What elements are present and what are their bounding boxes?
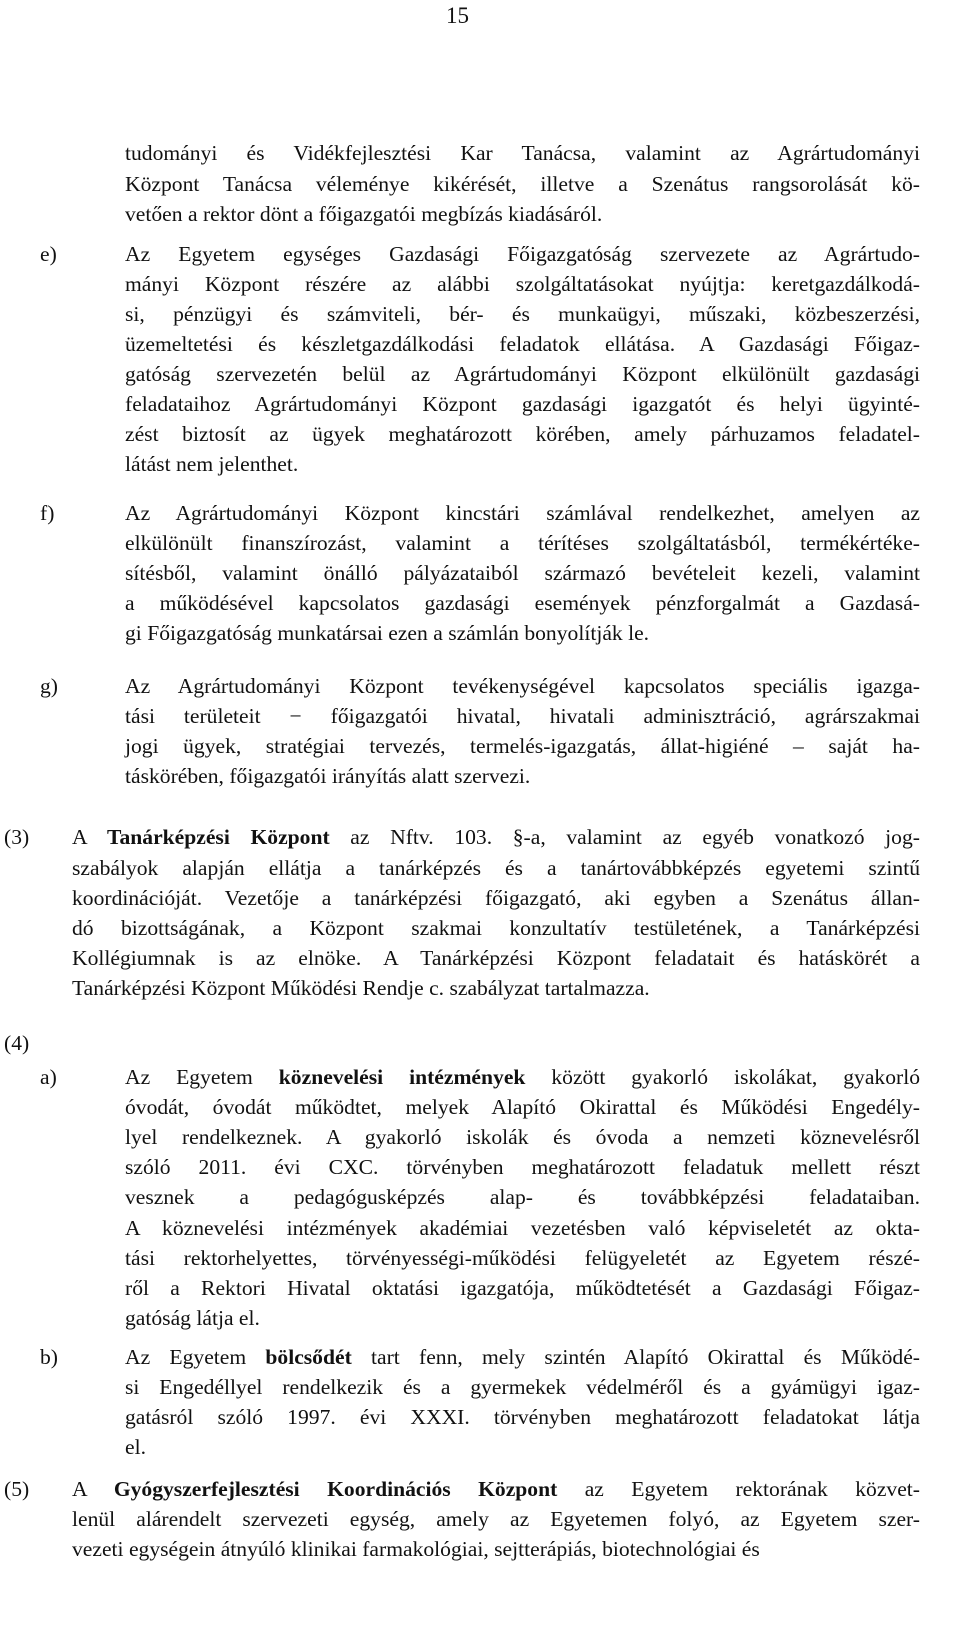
text-run: elkülönült finanszírozást, valamint a térítéses szolgáltatásból, termékértéke- xyxy=(125,531,920,555)
text-run: óvodát, óvodát működtet, melyek Alapító Okirattal és Működési Engedély- xyxy=(125,1095,920,1119)
text-run: gatóság látja el. xyxy=(125,1306,260,1330)
item-label: (3) xyxy=(4,825,30,849)
text-run: dó bizottságának, a Központ szakmai konzultatív testületének, a Tanárképzési xyxy=(72,916,920,940)
bold-term: Gyógyszerfejlesztési Koordinációs Központ xyxy=(113,1477,558,1501)
text-run: koordinációját. Vezetője a tanárképzési főigazgató, aki egyben a Szenátus állan- xyxy=(72,886,920,910)
item-label: (5) xyxy=(4,1477,30,1501)
text-line xyxy=(125,424,920,446)
text-line xyxy=(72,948,920,970)
bold-term: köznevelési intézmények xyxy=(278,1065,526,1089)
text-line xyxy=(125,1347,920,1369)
text-line xyxy=(125,1377,920,1399)
text-run: A xyxy=(72,825,108,849)
text-run: lenül alárendelt szervezeti egység, amely az Egyetemen folyó, az Egyetem szer- xyxy=(72,1507,920,1531)
text-line xyxy=(125,304,920,326)
item-label: g) xyxy=(40,674,58,698)
text-run: si, pénzügyi és számviteli, bér- és munkaügyi, műszaki, közbeszerzési, xyxy=(125,302,920,326)
text-run: Központ Tanácsa véleménye kikérését, illetve a Szenátus rangsorolását kö- xyxy=(125,172,920,196)
text-run: tási területeit − főigazgatói hivatal, hivatali adminisztráció, agrárszakmai xyxy=(125,704,920,728)
text-run: a működésével kapcsolatos gazdasági események pénzforgalmát a Gazdasá- xyxy=(125,591,920,615)
text-run: zést biztosít az ügyek meghatározott körében, amely párhuzamos feladatel- xyxy=(125,422,920,446)
text-run: tart fenn, mely szintén Alapító Okirattal és Működé- xyxy=(351,1345,920,1369)
item-label: b) xyxy=(40,1345,58,1369)
text-line xyxy=(125,623,920,645)
text-run: gi Főigazgatóság munkatársai ezen a számlán bonyolítják le. xyxy=(125,621,650,645)
text-line xyxy=(72,1509,920,1531)
text-run: lyel rendelkeznek. A gyakorló iskolák és óvoda a nemzeti köznevelésről xyxy=(125,1125,920,1149)
text-line xyxy=(125,1218,920,1240)
text-line xyxy=(125,143,920,165)
text-line xyxy=(125,1308,920,1330)
text-line xyxy=(125,1067,920,1089)
text-run: vesznek a pedagógusképzés alap- és továbbképzési feladataiban. xyxy=(125,1185,920,1209)
text-line xyxy=(125,1187,920,1209)
text-run: gatásról szóló 1997. évi XXXI. törvényben meghatározott feladatokat látja xyxy=(125,1405,920,1429)
text-run: A xyxy=(72,1477,114,1501)
text-run: vetően a rektor dönt a főigazgatói megbízás kiadásáról. xyxy=(125,202,603,226)
text-line xyxy=(125,593,920,615)
text-line xyxy=(125,503,920,525)
text-line xyxy=(125,1127,920,1149)
text-run: üzemeltetési és készletgazdálkodási feladatok ellátása. A Gazdasági Főigaz- xyxy=(125,332,920,356)
text-line xyxy=(125,1097,920,1119)
text-run: szóló 2011. évi CXC. törvényben meghatározott feladatuk mellett részt xyxy=(125,1155,920,1179)
text-line xyxy=(125,1248,920,1270)
text-run: el. xyxy=(125,1435,146,1459)
text-run: tudományi és Vidékfejlesztési Kar Tanácsa, valamint az Agrártudományi xyxy=(125,141,920,165)
text-run: jogi ügyek, stratégiai tervezés, termelés-igazgatás, állat-higiéné – saját ha- xyxy=(125,734,920,758)
text-run: az Egyetem rektorának közvet- xyxy=(557,1477,920,1501)
text-run: tási rektorhelyettes, törvényességi-működési felügyeletét az Egyetem részé- xyxy=(125,1246,920,1270)
text-line xyxy=(125,706,920,728)
text-run: Az Egyetem xyxy=(125,1345,266,1369)
text-line xyxy=(125,533,920,555)
bold-term: Tanárképzési Központ xyxy=(107,825,330,849)
text-run: sítésből, valamint önálló pályázataiból származó bevételeit kezeli, valamint xyxy=(125,561,920,585)
text-line xyxy=(125,204,920,226)
text-line xyxy=(72,1479,920,1501)
text-line xyxy=(125,334,920,356)
text-run: között gyakorló iskolákat, gyakorló xyxy=(525,1065,920,1089)
text-line xyxy=(125,274,920,296)
text-run: vezeti egységein átnyúló klinikai farmakológiai, sejtterápiás, biotechnológiai és xyxy=(72,1537,760,1561)
item-label: e) xyxy=(40,242,57,266)
text-line xyxy=(125,766,920,788)
text-line xyxy=(72,1539,920,1561)
text-run: látást nem jelenthet. xyxy=(125,452,299,476)
item-label: a) xyxy=(40,1065,57,1089)
text-run: feladataihoz Agrártudományi Központ gazdasági igazgatót és helyi ügyinté- xyxy=(125,392,920,416)
text-line xyxy=(72,978,920,1000)
text-run: mányi Központ részére az alábbi szolgáltatásokat nyújtja: keretgazdálkodá- xyxy=(125,272,920,296)
text-line xyxy=(125,1157,920,1179)
text-run: si Engedéllyel rendelkezik és a gyermekek védelméről és a gyámügyi igaz- xyxy=(125,1375,920,1399)
text-line xyxy=(72,858,920,880)
text-line xyxy=(125,736,920,758)
text-run: táskörében, főigazgatói irányítás alatt szervezi. xyxy=(125,764,531,788)
text-run: Kollégiumnak is az elnöke. A Tanárképzési Központ feladatait és hatáskörét a xyxy=(72,946,920,970)
text-run: gatóság szervezetén belül az Agrártudományi Központ elkülönült gazdasági xyxy=(125,362,920,386)
text-run: Tanárképzési Központ Működési Rendje c. szabályzat tartalmazza. xyxy=(72,976,650,1000)
text-line xyxy=(72,827,920,849)
text-line xyxy=(125,1407,920,1429)
text-line xyxy=(125,454,920,476)
text-line xyxy=(125,244,920,266)
text-run: az Nftv. 103. §-a, valamint az egyéb vonatkozó jog- xyxy=(329,825,920,849)
text-line xyxy=(125,364,920,386)
text-run: A köznevelési intézmények akadémiai vezetésben való képviseletét az okta- xyxy=(125,1216,920,1240)
page-number: 15 xyxy=(446,3,469,28)
text-line xyxy=(72,918,920,940)
text-run: ről a Rektori Hivatal oktatási igazgatója, működtetését a Gazdasági Főigaz- xyxy=(125,1276,920,1300)
text-line xyxy=(125,174,920,196)
text-line xyxy=(125,563,920,585)
text-run: Az Egyetem egységes Gazdasági Főigazgatóság szervezete az Agrártudo- xyxy=(125,242,920,266)
item-label: f) xyxy=(40,501,55,525)
bold-term: bölcsődét xyxy=(265,1345,352,1369)
text-run: Az Agrártudományi Központ kincstári számlával rendelkezhet, amelyen az xyxy=(125,501,920,525)
text-line xyxy=(125,1437,920,1459)
text-run: Az Egyetem xyxy=(125,1065,279,1089)
item-label: (4) xyxy=(4,1031,30,1055)
text-run: szabályok alapján ellátja a tanárképzés és a tanártovábbképzés egyetemi szintű xyxy=(72,856,920,880)
text-run: Az Agrártudományi Központ tevékenységével kapcsolatos speciális igazga- xyxy=(125,674,920,698)
text-line xyxy=(125,676,920,698)
text-line xyxy=(125,394,920,416)
text-line xyxy=(72,888,920,910)
text-line xyxy=(125,1278,920,1300)
